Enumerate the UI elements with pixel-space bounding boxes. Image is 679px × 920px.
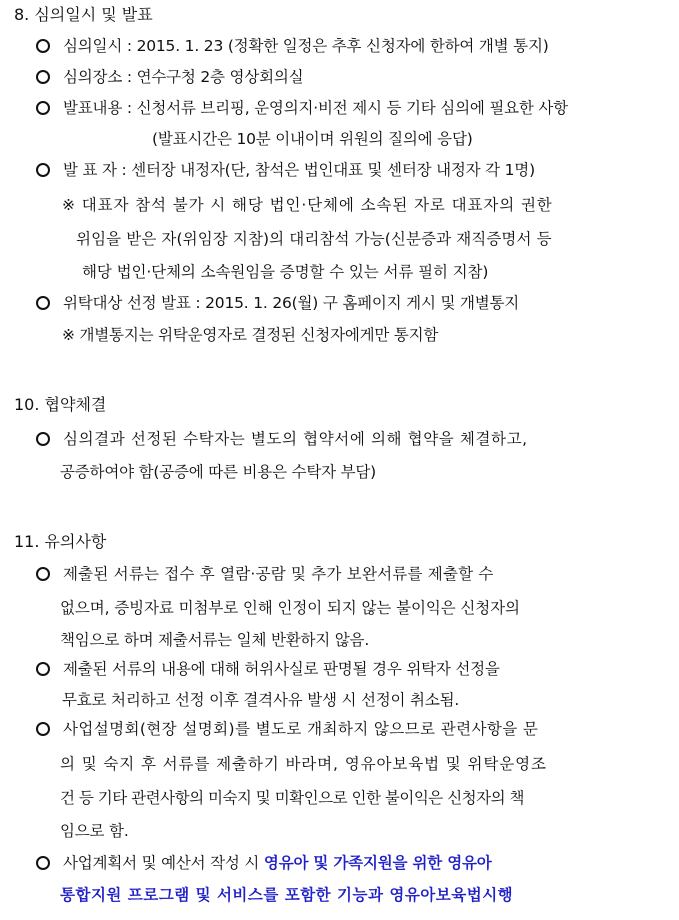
list-item-location: 심의장소 : 연수구청 2층 영상회의실	[36, 66, 666, 88]
false-info-line-2: 무효로 처리하고 선정 이후 결격사유 발생 시 선정이 취소됨.	[62, 691, 460, 709]
circle-bullet-icon	[36, 432, 50, 446]
section-8-heading: 8. 심의일시 및 발표	[14, 5, 153, 24]
section-10-heading: 10. 협약체결	[14, 395, 107, 414]
presenter-note-2: 위임을 받은 자(위임장 지참)의 대리참석 가능(신분증과 재직증명서 등	[76, 230, 552, 248]
circle-bullet-icon	[36, 296, 50, 310]
briefing-line-3: 건 등 기타 관련사항의 미숙지 및 미확인으로 인한 불이익은 신청자의 책	[60, 789, 524, 807]
list-item-submitted-docs: 제출된 서류는 접수 후 열람·공람 및 추가 보완서류를 제출할 수	[36, 563, 666, 585]
briefing-line-2: 의 및 숙지 후 서류를 제출하기 바라며, 영유아보육법 및 위탁운영조	[60, 755, 547, 773]
circle-bullet-icon	[36, 70, 50, 84]
list-item-agreement: 심의결과 선정된 수탁자는 별도의 협약서에 의해 협약을 체결하고,	[36, 428, 666, 450]
announcement-note: ※ 개별통지는 위탁운영자로 결정된 신청자에게만 통지함	[62, 326, 439, 344]
circle-bullet-icon	[36, 856, 50, 870]
agreement-note: 공증하여야 함(공증에 따른 비용은 수탁자 부담)	[60, 463, 377, 481]
submitted-docs-line-3: 책임으로 하며 제출서류는 일체 반환하지 않음.	[60, 631, 370, 649]
circle-bullet-icon	[36, 567, 50, 581]
list-item-presenter: 발 표 자 : 센터장 내정자(단, 참석은 법인대표 및 센터장 내정자 각 1명)	[36, 159, 666, 181]
section-11-heading: 11. 유의사항	[14, 532, 107, 551]
business-plan-text: 사업계획서 및 예산서 작성 시	[63, 854, 264, 872]
presenter-note-3: 해당 법인·단체의 소속원임을 증명할 수 있는 서류 필히 지참)	[82, 263, 489, 281]
business-plan-line-2: 통합지원 프로그램 및 서비스를 포함한 기능과 영유아보육법시행	[60, 886, 514, 904]
content-note: (발표시간은 10분 이내이며 위원의 질의에 응답)	[152, 130, 473, 148]
presenter-note-1: ※ 대표자 참석 불가 시 해당 법인·단체에 소속된 자로 대표자의 권한	[62, 196, 553, 214]
circle-bullet-icon	[36, 101, 50, 115]
circle-bullet-icon	[36, 662, 50, 676]
list-item-briefing: 사업설명회(현장 설명회)를 별도로 개최하지 않으므로 관련사항을 문	[36, 718, 666, 740]
list-item-content: 발표내용 : 신청서류 브리핑, 운영의지·비전 제시 등 기타 심의에 필요한 사항	[36, 97, 666, 119]
business-plan-emphasis: 영유아 및 가족지원을 위한 영유아	[263, 854, 492, 872]
circle-bullet-icon	[36, 722, 50, 736]
briefing-line-4: 임으로 함.	[60, 822, 129, 840]
list-item-false-info: 제출된 서류의 내용에 대해 허위사실로 판명될 경우 위탁자 선정을	[36, 658, 666, 680]
circle-bullet-icon	[36, 163, 50, 177]
list-item-schedule: 심의일시 : 2015. 1. 23 (정확한 일정은 추후 신청자에 한하여 개별 통지)	[36, 35, 666, 57]
circle-bullet-icon	[36, 39, 50, 53]
list-item-business-plan	[36, 852, 666, 874]
submitted-docs-line-2: 없으며, 증빙자료 미첨부로 인해 인정이 되지 않는 불이익은 신청자의	[60, 599, 520, 617]
list-item-announcement: 위탁대상 선정 발표 : 2015. 1. 26(월) 구 홈페이지 게시 및 개별통지	[36, 292, 666, 314]
